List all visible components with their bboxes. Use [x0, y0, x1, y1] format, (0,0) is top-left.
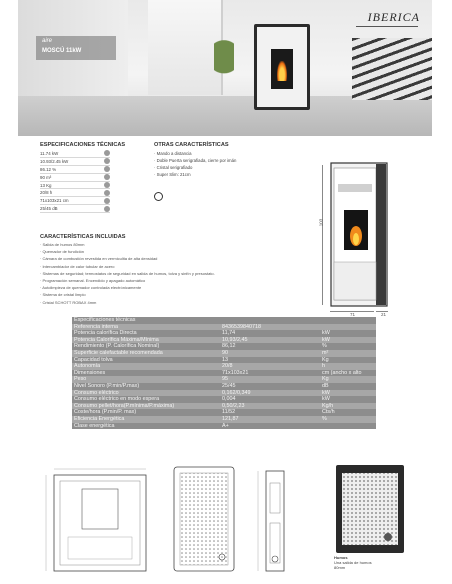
list-item: · Programación semanal. Encendido y apagado automático [40, 277, 146, 283]
row-unit: kW [320, 396, 376, 403]
model-name: MOSCÚ 11kW [42, 48, 82, 54]
spec-value: 20/8 h [40, 190, 53, 196]
row-label: Peso [72, 376, 220, 383]
row-unit [320, 423, 376, 430]
spec-row [40, 182, 110, 190]
included-list [40, 242, 215, 307]
list-item: · Autolimpieza de quemador controlada electrónicamente [40, 285, 142, 291]
row-unit: dB [320, 383, 376, 390]
row-label: Referencia interna [72, 324, 220, 331]
spec-value: 11.74 kW [40, 150, 59, 156]
spec-row [40, 166, 110, 174]
list-item: · Sistema de cristal limpio [40, 292, 86, 298]
stove-drawing [330, 162, 388, 307]
row-unit: Kg/h [320, 403, 376, 410]
stove-photo [254, 24, 310, 110]
spec-row [40, 150, 110, 158]
row-unit: Cts/h [320, 409, 376, 416]
other-title: OTRAS CARACTERÍSTICAS [154, 142, 229, 148]
list-item: · Cristal serigrafiado [154, 165, 193, 170]
side-view-drawing [248, 463, 300, 575]
table-row [72, 423, 376, 430]
row-value: 10,93/2,45 [220, 337, 320, 344]
row-value: A+ [220, 423, 320, 430]
spec-value: 90 m³ [40, 174, 52, 180]
table-header-row [72, 317, 376, 324]
row-value: 0,50/2,23 [220, 403, 320, 410]
row-unit: cm (ancho x alto [320, 370, 376, 377]
row-label: Rendimiento (P. Calorífica Nominal) [72, 343, 220, 350]
spec-value: 71x103x21 cm [40, 198, 69, 204]
list-item: · Mando a distancia [154, 151, 192, 156]
row-label: Capacidad tolva [72, 357, 220, 364]
table-row [72, 337, 376, 344]
rear-photo [334, 463, 406, 555]
staircase [352, 38, 432, 100]
row-label: Consumo pellet/hora(P.mínima/P.máxima) [72, 403, 220, 410]
table-row [72, 350, 376, 357]
row-value: 95 [220, 376, 320, 383]
row-unit [320, 324, 376, 331]
row-label: Superficie calefactable recomendada [72, 350, 220, 357]
row-value: 11,74 [220, 330, 320, 337]
list-item: · Cristal SCHOTT ROBAX 4mm [40, 299, 97, 305]
row-label: Potencia calorífica Directa [72, 330, 220, 337]
rear-view-drawing [172, 463, 238, 575]
other-list [154, 151, 236, 179]
row-value: 13 [220, 357, 320, 364]
row-label: Nivel Sonoro (P.min/P.max) [72, 383, 220, 390]
power-icon [104, 150, 110, 156]
table-row [72, 383, 376, 390]
sound-icon [104, 206, 110, 212]
series-label: aire [42, 38, 53, 44]
efficiency-icon [104, 166, 110, 172]
width-dimension: 71 [350, 312, 356, 317]
table-row [72, 357, 376, 364]
brand-logo: IBERICA [367, 10, 420, 24]
row-unit: % [320, 343, 376, 350]
room-floor [18, 96, 432, 136]
list-item: · Salida de humos 80mm [40, 242, 85, 247]
table-row [72, 390, 376, 397]
row-unit: Kg [320, 376, 376, 383]
hopper-icon [104, 182, 110, 188]
list-item: · Sistemas de seguridad; termostatos de seguridad en salida de humos, tolva y sinfín y presostato. [40, 270, 215, 276]
spec-row [40, 197, 110, 205]
row-value: 121,87 [220, 416, 320, 423]
table-row [72, 376, 376, 383]
row-value: 0,162/0,349 [220, 390, 320, 397]
row-label: Consumo eléctrico en modo espera [72, 396, 220, 403]
list-item: · Super Slim: 21cm [154, 172, 191, 177]
size-icon [104, 198, 110, 204]
row-value: 71x103x21 [220, 370, 320, 377]
height-dimension-line [322, 165, 323, 305]
row-unit: h [320, 363, 376, 370]
row-value: 20/8 [220, 363, 320, 370]
row-unit: Kg [320, 357, 376, 364]
row-label: Potencia Calorífica Máxima/Mínima [72, 337, 220, 344]
front-view-drawing [38, 463, 156, 575]
spec-row [40, 174, 110, 182]
row-value: 0,004 [220, 396, 320, 403]
list-item: · Cámara de combustión revestida en vermiculita de alta densidad [40, 256, 158, 262]
slim-circle-icon [154, 192, 163, 201]
row-unit: kW [320, 330, 376, 337]
brand-underline [356, 26, 418, 27]
spec-value: 25/45 dB [40, 206, 58, 212]
caption-title: Humos [334, 555, 348, 560]
list-item: · Quemador de fundición [40, 249, 85, 255]
row-label: Coste/hora (P.min/P. max) [72, 409, 220, 416]
spec-value: 13 Kg [40, 182, 52, 188]
hero-photo [18, 0, 432, 136]
table-row [72, 363, 376, 370]
row-unit: kW [320, 337, 376, 344]
row-label: Clase energética [72, 423, 220, 430]
row-label: Eficiencia Energética [72, 416, 220, 423]
row-unit: kW [320, 390, 376, 397]
included-title: CARACTERÍSTICAS INCLUIDAS [40, 234, 126, 240]
heat-icon [104, 158, 110, 164]
depth-dimension: 21 [381, 312, 387, 317]
row-value: 86,12 [220, 343, 320, 350]
spec-row [40, 205, 110, 213]
caption-text: 80mm [334, 565, 346, 570]
spec-table [72, 317, 376, 429]
clock-icon [104, 190, 110, 196]
room-window [148, 0, 223, 95]
caption-text: Una salida de humos [334, 560, 372, 565]
table-row [72, 343, 376, 350]
specs-title: ESPECIFICACIONES TÉCNICAS [40, 142, 126, 148]
table-row [72, 324, 376, 331]
spec-list [40, 150, 110, 213]
fire-window [271, 49, 293, 89]
spec-value: 10.93/2.45 kW [40, 158, 69, 164]
spec-row [40, 189, 110, 197]
row-unit: m² [320, 350, 376, 357]
spec-value: 86.12 % [40, 166, 57, 172]
table-row [72, 416, 376, 423]
row-label: Dimensiones [72, 370, 220, 377]
plant-decor [214, 40, 234, 96]
table-row [72, 403, 376, 410]
spec-row [40, 158, 110, 166]
table-row [72, 409, 376, 416]
flue-caption [334, 555, 372, 570]
row-value: 11/52 [220, 409, 320, 416]
table-header: Especificaciones técnicas [72, 317, 220, 324]
row-value: 25/45 [220, 383, 320, 390]
room-icon [104, 174, 110, 180]
row-label: Consumo eléctrico [72, 390, 220, 397]
table-row [72, 370, 376, 377]
row-label: Autonomía [72, 363, 220, 370]
row-value: 90 [220, 350, 320, 357]
list-item: · Intercambiador de calor tubular de acero [40, 263, 115, 269]
list-item: · Doble Puerta serigrafiada, cierre por imán [154, 158, 237, 163]
table-row [72, 396, 376, 403]
row-unit: % [320, 416, 376, 423]
height-dimension: 103 [318, 218, 324, 227]
row-value: 8436539840718 [220, 324, 320, 331]
table-row [72, 330, 376, 337]
